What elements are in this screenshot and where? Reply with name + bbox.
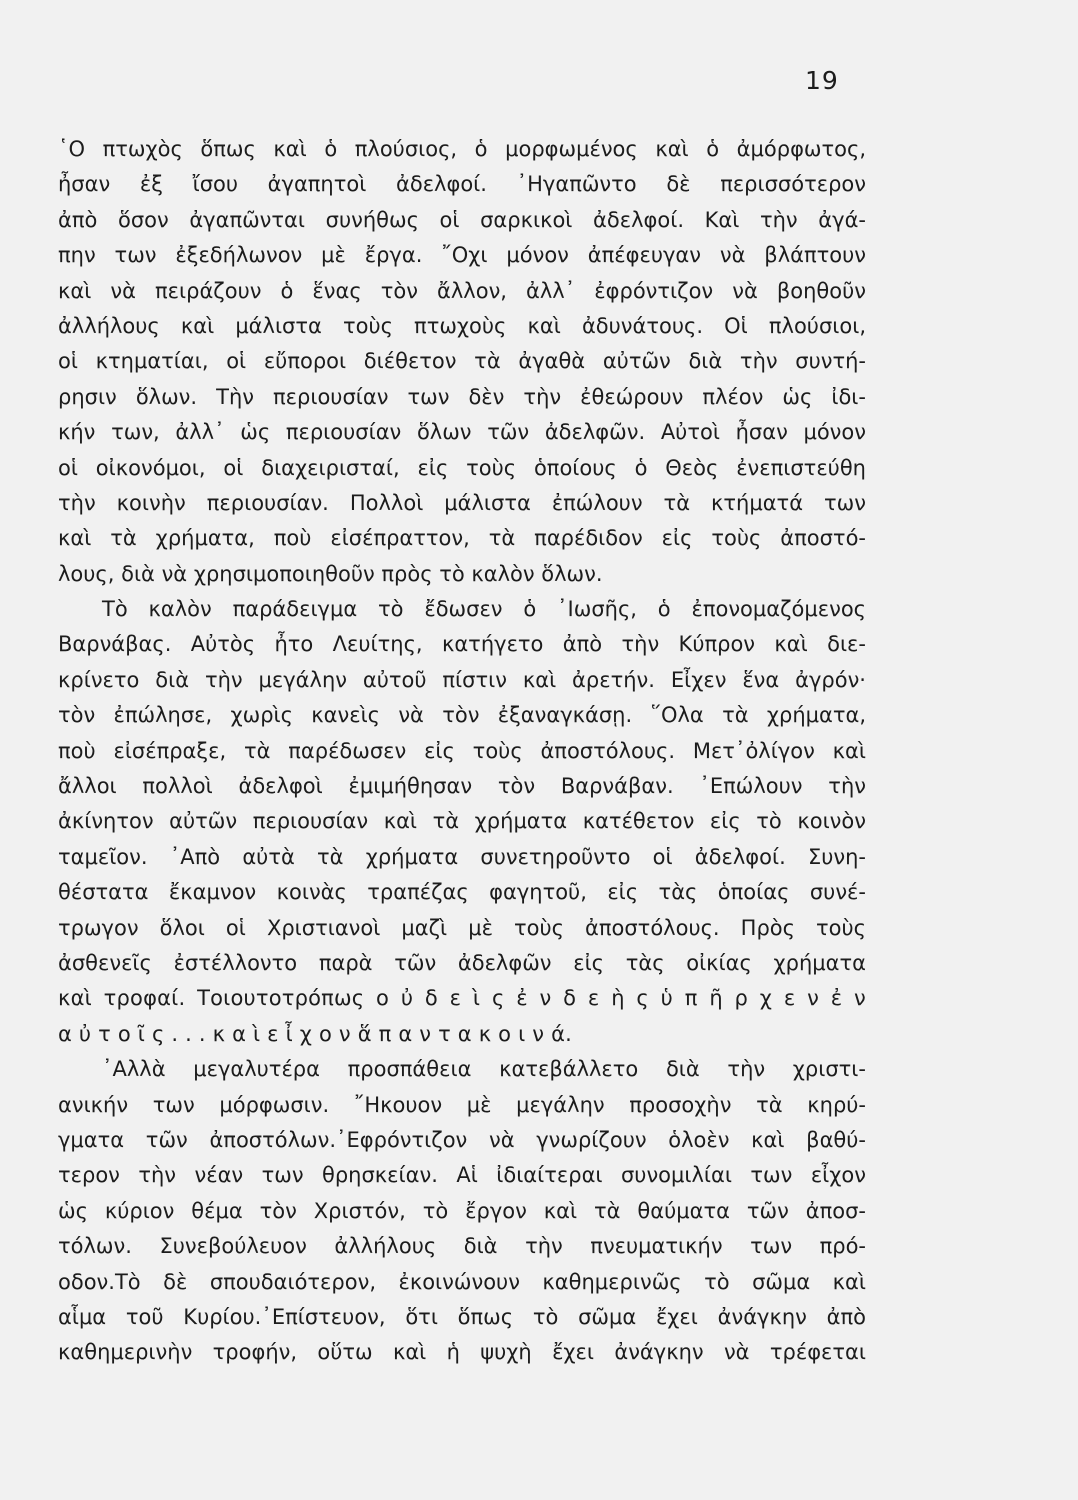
text-line: ᾿Αλλὰ μεγαλυτέρα προσπάθεια κατεβάλλετο διὰ τὴν χριστι-: [102, 1057, 866, 1082]
paragraph-1: [58, 132, 866, 592]
text-line: τὸν ἐπώλησε, χωρὶς κανεὶς νὰ τὸν ἐξαναγκάσῃ. ῞Ολα τὰ χρήματα,: [58, 703, 866, 728]
text-line: α ὐ τ ο ῖ ς . . . κ α ὶ ε ἶ χ ο ν ἅ π α ν τ α κ ο ι ν ά.: [58, 1021, 572, 1046]
text-line: καὶ τὰ χρήματα, ποὺ εἰσέπραττον, τὰ παρέδιδον εἰς τοὺς ἀποστό-: [58, 526, 866, 551]
text-line: ἀπὸ ὅσον ἀγαπῶνται συνήθως οἱ σαρκικοὶ ἀδελφοί. Καὶ τὴν ἀγά-: [58, 207, 866, 232]
text-line: γματα τῶν ἀποστόλων.᾿Εφρόντιζον νὰ γνωρίζουν ὁλοὲν καὶ βαθύ-: [58, 1127, 866, 1152]
page-number: 19: [805, 66, 839, 95]
text-line: Τὸ καλὸν παράδειγμα τὸ ἔδωσεν ὁ ᾿Ιωσῆς, ὁ ἐπονομαζόμενος: [102, 597, 866, 622]
text-line: ἀκίνητον αὐτῶν περιουσίαν καὶ τὰ χρήματα κατέθετον εἰς τὸ κοινὸν: [58, 809, 866, 834]
text-line: καὶ τροφαί. Τοιουτοτρόπως ο ὐ δ ε ὶ ς ἐ ν δ ε ὴ ς ὑ π ῆ ρ χ ε ν ἐ ν: [58, 986, 866, 1011]
body-text: [58, 132, 866, 1371]
text-line: καθημερινὴν τροφήν, οὕτω καὶ ἡ ψυχὴ ἔχει ἀνάγκην νὰ τρέφεται: [58, 1340, 866, 1365]
text-line: ῾Ο πτωχὸς ὅπως καὶ ὁ πλούσιος, ὁ μορφωμένος καὶ ὁ ἀμόρφωτος,: [58, 137, 866, 161]
paragraph-3: [58, 1052, 866, 1371]
text-line: ἄλλοι πολλοὶ ἀδελφοὶ ἐμιμήθησαν τὸν Βαρνάβαν. ᾿Επώλουν τὴν: [58, 774, 866, 799]
paragraph-2: [58, 592, 866, 1052]
text-line: ἀλλήλους καὶ μάλιστα τοὺς πτωχοὺς καὶ ἀδυνάτους. Οἱ πλούσιοι,: [58, 313, 866, 338]
text-line: ποὺ εἰσέπραξε, τὰ παρέδωσεν εἰς τοὺς ἀποστόλους. Μετ᾿ὀλίγον καὶ: [58, 738, 866, 763]
text-line: ἦσαν ἐξ ἴσου ἀγαπητοὶ ἀδελφοί. ᾿Ηγαπῶντο δὲ περισσότερον: [58, 172, 866, 197]
text-line: ἀσθενεῖς ἐστέλλοντο παρὰ τῶν ἀδελφῶν εἰς τὰς οἰκίας χρήματα: [58, 950, 866, 975]
text-line: ανικήν των μόρφωσιν. ῎Ηκουον μὲ μεγάλην προσοχὴν τὰ κηρύ-: [58, 1092, 866, 1117]
text-line: ρησιν ὅλων. Τὴν περιουσίαν των δὲν τὴν ἐθεώρουν πλέον ὡς ἰδι-: [58, 384, 866, 409]
text-line: λους, διὰ νὰ χρησιμοποιηθοῦν πρὸς τὸ καλὸν ὅλων.: [58, 561, 603, 586]
text-line: τὴν κοινὴν περιουσίαν. Πολλοὶ μάλιστα ἐπώλουν τὰ κτήματά των: [58, 490, 866, 515]
text-line: θέστατα ἔκαμνον κοινὰς τραπέζας φαγητοῦ, εἰς τὰς ὁποίας συνέ-: [58, 880, 866, 905]
text-line: πην των ἐξεδήλωνον μὲ ἔργα. ῎Οχι μόνον ἀπέφευγαν νὰ βλάπτουν: [58, 243, 866, 268]
text-line: τόλων. Συνεβούλευον ἀλλήλους διὰ τὴν πνευματικήν των πρό-: [58, 1234, 866, 1259]
text-line: ταμεῖον. ᾿Απὸ αὐτὰ τὰ χρήματα συνετηροῦντο οἱ ἀδελφοί. Συνη-: [58, 844, 866, 869]
text-line: κήν των, ἀλλ᾿ ὡς περιουσίαν ὅλων τῶν ἀδελφῶν. Αὐτοὶ ἦσαν μόνον: [58, 420, 866, 445]
text-line: οδον.Τὸ δὲ σπουδαιότερον, ἐκοινώνουν καθημερινῶς τὸ σῶμα καὶ: [58, 1269, 866, 1294]
text-line: τρωγον ὅλοι οἱ Χριστιανοὶ μαζὶ μὲ τοὺς ἀποστόλους. Πρὸς τοὺς: [58, 915, 866, 940]
text-line: Βαρνάβας. Αὐτὸς ἦτο Λευίτης, κατήγετο ἀπὸ τὴν Κύπρον καὶ διε-: [58, 632, 866, 657]
text-line: οἱ οἰκονόμοι, οἱ διαχειρισταί, εἰς τοὺς ὁποίους ὁ Θεὸς ἐνεπιστεύθη: [58, 455, 866, 480]
text-line: κρίνετο διὰ τὴν μεγάλην αὐτοῦ πίστιν καὶ ἀρετήν. Εἶχεν ἕνα ἀγρόν·: [58, 667, 866, 692]
text-line: ὡς κύριον θέμα τὸν Χριστόν, τὸ ἔργον καὶ τὰ θαύματα τῶν ἀποσ-: [58, 1198, 866, 1223]
text-line: τερον τὴν νέαν των θρησκείαν. Αἱ ἰδιαίτεραι συνομιλίαι των εἶχον: [58, 1163, 866, 1188]
text-line: αἷμα τοῦ Κυρίου.᾿Επίστευον, ὅτι ὅπως τὸ σῶμα ἔχει ἀνάγκην ἀπὸ: [58, 1304, 866, 1329]
text-line: καὶ νὰ πειράζουν ὁ ἕνας τὸν ἄλλον, ἀλλ᾿ ἐφρόντιζον νὰ βοηθοῦν: [58, 278, 866, 303]
text-line: οἱ κτηματίαι, οἱ εὔποροι διέθετον τὰ ἀγαθὰ αὐτῶν διὰ τὴν συντή-: [58, 349, 866, 374]
